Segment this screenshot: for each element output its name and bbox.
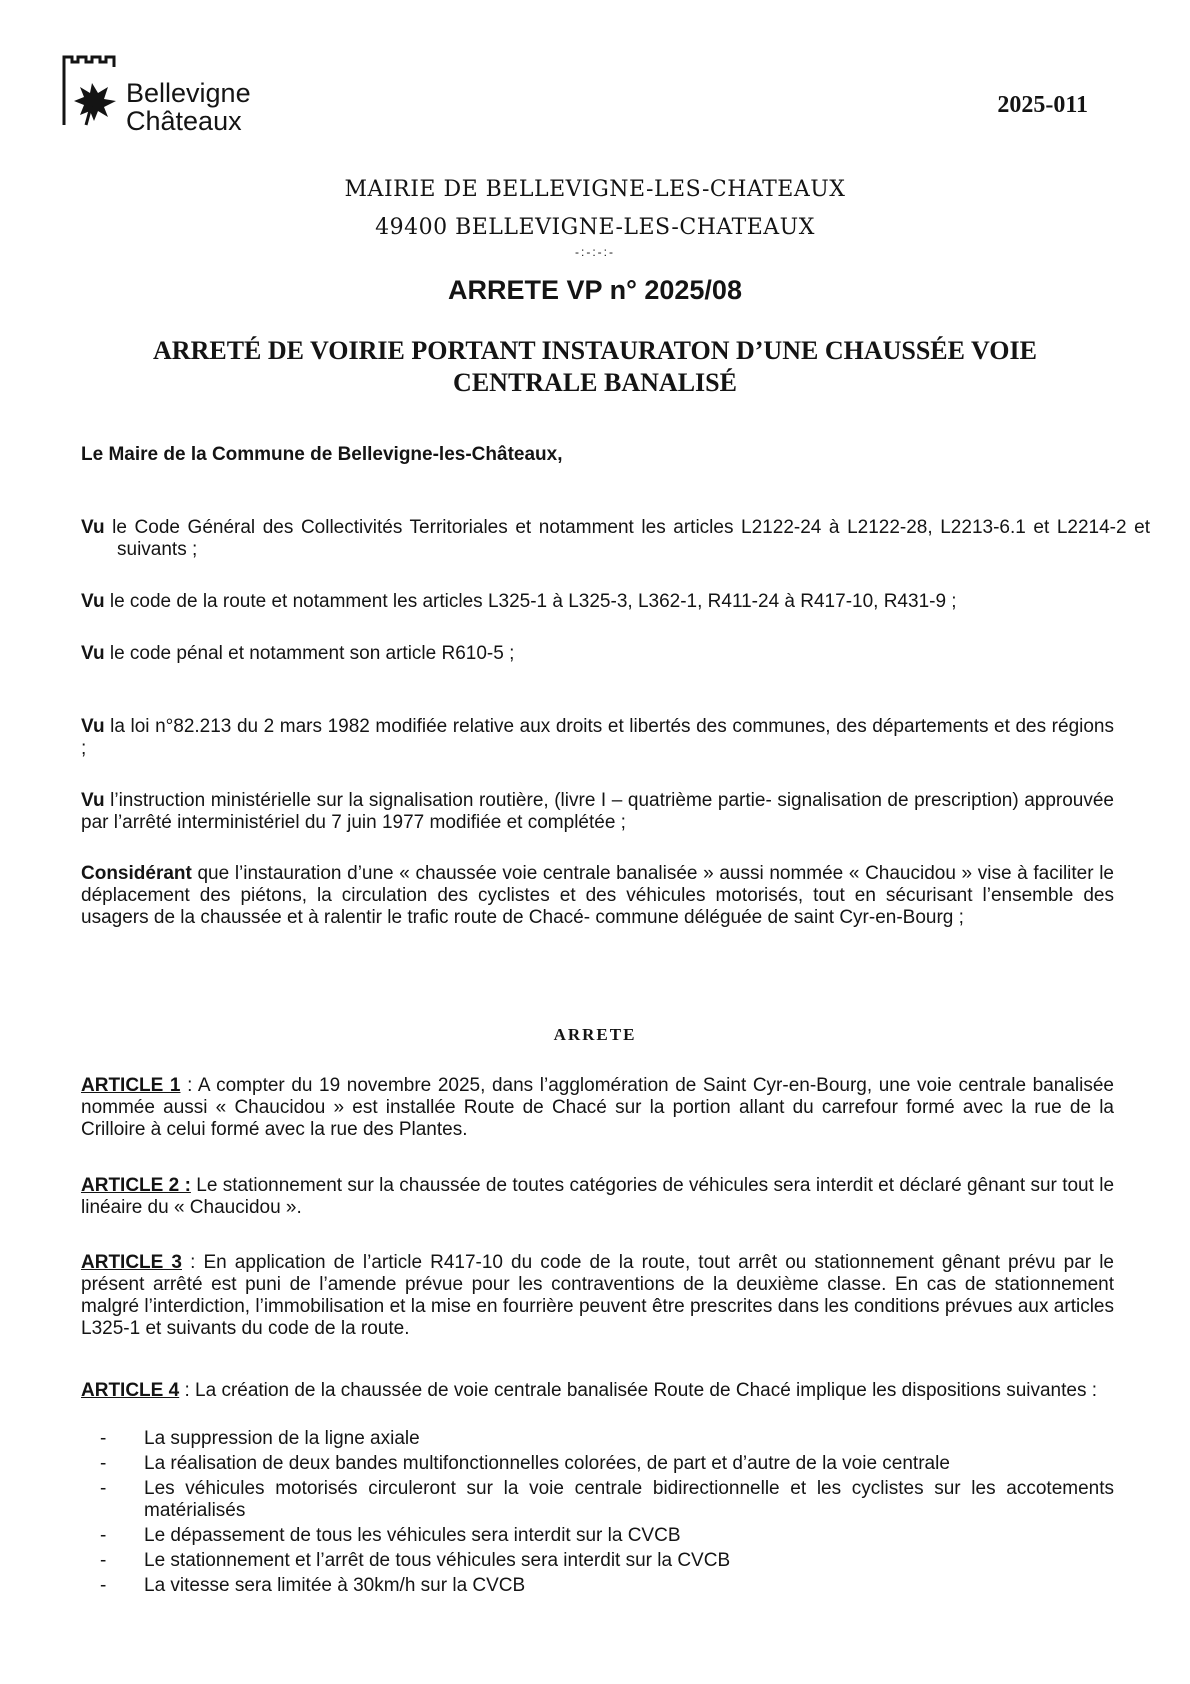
article-sep: : (181, 1252, 204, 1273)
mairie-name: MAIRIE DE BELLEVIGNE-LES-CHATEAUX (344, 177, 846, 202)
list-dash: - (100, 1575, 107, 1596)
list-dash: - (100, 1478, 107, 1499)
list-item-text: Le stationnement et l’arrêt de tous véhicules sera interdit sur la CVCB (144, 1550, 731, 1571)
visa-lead: Vu (81, 591, 105, 612)
list-item (100, 1453, 1114, 1475)
visa-text: le code pénal et notamment son article R610-5 ; (104, 643, 515, 664)
document-number: 2025-011 (997, 92, 1088, 118)
logo-line2: Châteaux (126, 106, 242, 136)
visa-text: le code de la route et notamment les articles L325-1 à L325-3, L362-1, R411-24 à R417-10, R431-9 ; (104, 591, 957, 612)
list-item (100, 1575, 1114, 1597)
article-title: ARTICLE 2 : (81, 1175, 191, 1196)
list-item-text: Le dépassement de tous les véhicules sera interdit sur la CVCB (144, 1525, 681, 1546)
list-dash: - (100, 1550, 107, 1571)
article-sep: : (180, 1075, 198, 1096)
visa-loi-1982 (81, 716, 1114, 760)
list-dash: - (100, 1525, 107, 1546)
article-3 (81, 1252, 1114, 1340)
list-item (100, 1478, 1114, 1522)
castle-leaf-icon (62, 55, 132, 145)
maire-heading: Le Maire de la Commune de Bellevigne-les-Châteaux, (81, 444, 563, 465)
separator: -:-:-:- (575, 245, 615, 259)
article-sep: : (179, 1380, 196, 1401)
mairie-address: 49400 BELLEVIGNE-LES-CHATEAUX (375, 215, 815, 240)
list-item-text: La vitesse sera limitée à 30km/h sur la CVCB (144, 1575, 526, 1596)
subject-line1: ARRETÉ DE VOIRIE PORTANT INSTAURATON D’UNE CHAUSSÉE VOIE (153, 336, 1037, 365)
logo (62, 55, 302, 145)
list-item (100, 1525, 1114, 1547)
article-2 (81, 1175, 1114, 1219)
list-item (100, 1550, 1114, 1572)
subject-line2: CENTRALE BANALISÉ (453, 368, 737, 397)
arrete-label: ARRETE (553, 1025, 637, 1044)
list-item (100, 1428, 1114, 1450)
visa-code-penal (81, 643, 1114, 665)
visa-lead: Vu (81, 643, 105, 664)
arrete-subject (100, 335, 1090, 399)
article-text: A compter du 19 novembre 2025, dans l’agglomération de Saint Cyr-en-Bourg, une voie centrale banalisée nommée aussi « Chaucidou » est installée Route de Chacé sur la portion allant du carrefour formé avec la rue de la Crilloire à celui formé avec la rue des Plantes. (81, 1075, 1114, 1140)
list-item-text: La réalisation de deux bandes multifonctionnelles colorées, de part et d’autre de la voie centrale (144, 1453, 950, 1474)
list-dash: - (100, 1453, 107, 1474)
article-title: ARTICLE 1 (81, 1075, 181, 1096)
visa-cgct (81, 517, 1150, 561)
list-item-text: La suppression de la ligne axiale (144, 1428, 420, 1449)
arrete-number: ARRETE VP n° 2025/08 (448, 275, 742, 305)
article-4 (81, 1380, 1114, 1402)
list-dash: - (100, 1428, 107, 1449)
visa-lead: Vu (81, 716, 105, 737)
visa-text: la loi n°82.213 du 2 mars 1982 modifiée relative aux droits et libertés des communes, des départements et des régions ; (81, 716, 1114, 759)
article-text: Le stationnement sur la chaussée de toutes catégories de véhicules sera interdit et déclaré gênant sur tout le linéaire du « Chaucidou ». (81, 1175, 1115, 1218)
article-text: En application de l’article R417-10 du code de la route, tout arrêt ou stationnement gênant prévu par le présent arrêté est puni de l’amende prévue pour les contraventions de la deuxième classe. En cas de stationnement malgré l’interdiction, l’immobilisation et la mise en fourrière peuvent être prescrites dans les conditions prévues aux articles L325-1 et suivants du code de la route. (81, 1252, 1114, 1339)
visa-text: le Code Général des Collectivités Territoriales et notamment les articles L2122-24 à L2122-28, L2213-6.1 et L2214-2 et suivants ; (104, 517, 1150, 560)
logo-line1: Bellevigne (126, 78, 251, 108)
article-4-list (100, 1428, 1114, 1600)
article-title: ARTICLE 3 (81, 1252, 182, 1273)
visa-lead: Vu (81, 517, 105, 538)
visa-lead: Vu (81, 790, 105, 811)
article-title: ARTICLE 4 (81, 1380, 180, 1401)
visa-lead: Considérant (81, 863, 192, 884)
visa-code-route (81, 591, 1114, 613)
list-item-text: Les véhicules motorisés circuleront sur la voie centrale bidirectionnelle et les cyclistes sur les accotements matérialisés (144, 1478, 1114, 1521)
visa-text: l’instruction ministérielle sur la signalisation routière, (livre I – quatrième partie- signalisation de prescription) approuvée par l’arrêté interministériel du 7 juin 1977 modifiée et complétée ; (81, 790, 1114, 833)
visa-instruction (81, 790, 1114, 834)
article-1 (81, 1075, 1114, 1141)
logo-wordmark (126, 79, 251, 135)
considerant (81, 863, 1114, 929)
visa-text: que l’instauration d’une « chaussée voie centrale banalisée » aussi nommée « Chaucidou » vise à faciliter le déplacement des piétons, la circulation des cyclistes et des véhicules motorisés, tout en sécurisant l’ensemble des usagers de la chaussée et à ralentir le trafic route de Chacé- commune déléguée de saint Cyr-en-Bourg ; (81, 863, 1114, 928)
article-text: La création de la chaussée de voie centrale banalisée Route de Chacé implique les dispositions suivantes : (195, 1380, 1098, 1401)
